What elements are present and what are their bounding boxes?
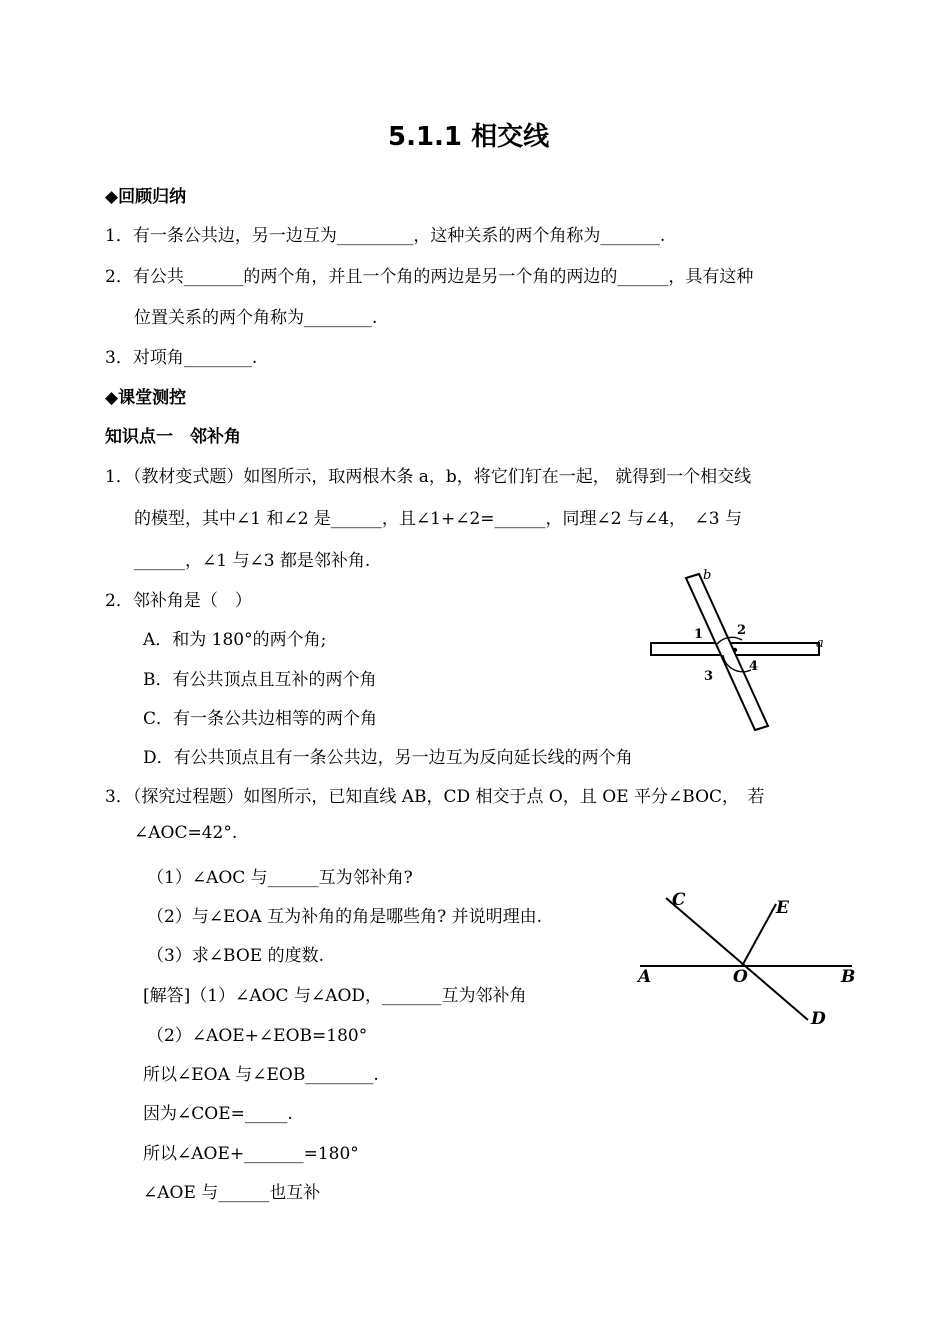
solution-line4: 因为∠COE=_____.	[143, 1104, 293, 1124]
page-title: 5.1.1 相交线	[388, 122, 550, 152]
review-q1: 1．有一条公共边，另一边互为_________，这种关系的两个角称为_______.	[105, 226, 666, 246]
ray-oe	[742, 904, 776, 966]
label-c: C	[672, 890, 686, 910]
label-angle-3: 3	[704, 669, 714, 684]
problem1-line3: ______，∠1 与∠3 都是邻补角.	[134, 551, 371, 571]
review-q2-line2: 位置关系的两个角称为________.	[134, 308, 378, 328]
label-d: D	[811, 1009, 826, 1029]
solution-line2: （2）∠AOE+∠EOB=180°	[147, 1026, 368, 1046]
label-a-point: A	[638, 967, 652, 987]
problem3-sub1: （1）∠AOC 与______互为邻补角?	[147, 868, 413, 888]
label-b: b	[703, 568, 712, 583]
problem3-sub3: （3）求∠BOE 的度数.	[147, 946, 325, 966]
solution-line3: 所以∠EOA 与∠EOB________.	[143, 1065, 379, 1085]
classroom-heading: ◆课堂测控	[105, 388, 187, 408]
label-e: E	[776, 898, 789, 918]
solution-line1: [解答]（1）∠AOC 与∠AOD，_______互为邻补角	[143, 986, 527, 1006]
figure-intersecting-lines	[630, 886, 860, 1031]
solution-line5: 所以∠AOE+_______=180°	[143, 1144, 359, 1164]
knowledge-point-1: 知识点一 邻补角	[105, 427, 241, 447]
problem3-line2: ∠AOC=42°.	[134, 823, 238, 843]
problem2-option-c: C．有一条公共边相等的两个角	[143, 709, 378, 729]
nail-point	[733, 648, 737, 652]
problem2-option-a: A．和为 180°的两个角;	[143, 630, 327, 650]
problem3-sub2: （2）与∠EOA 互为补角的角是哪些角? 并说明理由.	[147, 907, 543, 927]
problem2-stem: 2．邻补角是（ ）	[105, 591, 252, 611]
label-o: O	[733, 967, 748, 987]
problem1-line1: 1．（教材变式题）如图所示，取两根木条 a，b，将它们钉在一起， 就得到一个相交线	[105, 467, 752, 487]
problem1-line2: 的模型，其中∠1 和∠2 是______，且∠1+∠2=______，同理∠2 与∠4， ∠3 与	[134, 509, 743, 529]
review-heading: ◆回顾归纳	[105, 187, 187, 207]
solution-line6: ∠AOE 与______也互补	[143, 1183, 321, 1203]
label-angle-1: 1	[694, 627, 704, 642]
label-angle-2: 2	[737, 623, 747, 638]
label-angle-4: 4	[749, 659, 759, 674]
problem2-option-d: D．有公共顶点且有一条公共边，另一边互为反向延长线的两个角	[143, 748, 633, 768]
problem3-line1: 3．（探究过程题）如图所示，已知直线 AB，CD 相交于点 O，且 OE 平分∠BOC， 若	[105, 787, 765, 807]
label-b-point: B	[841, 967, 856, 987]
problem2-option-b: B．有公共顶点且互补的两个角	[143, 670, 377, 690]
label-a: a	[816, 636, 824, 651]
figure-wood-strips	[640, 566, 840, 741]
review-q2-line1: 2．有公共_______的两个角，并且一个角的两边是另一个角的两边的______，具有这种	[105, 267, 754, 287]
review-q3: 3．对项角________.	[105, 348, 258, 368]
